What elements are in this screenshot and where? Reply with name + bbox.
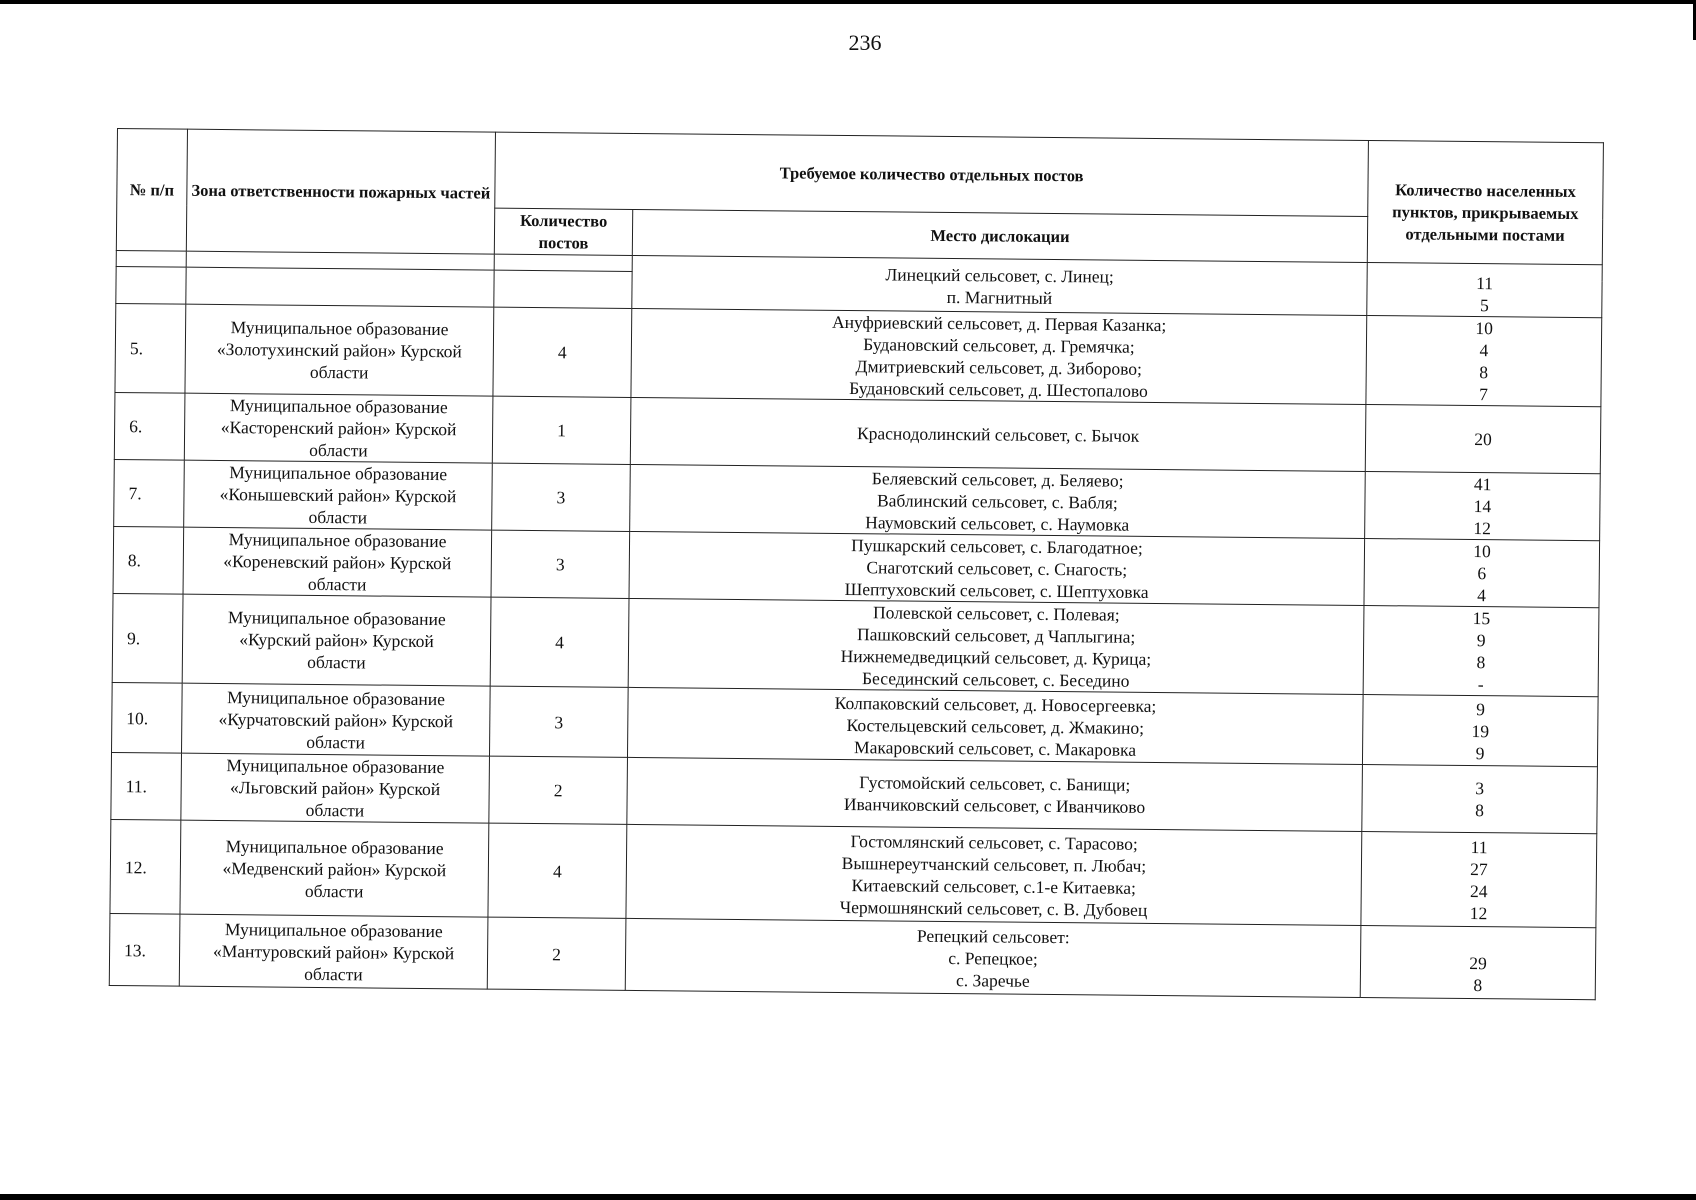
settlement-count: 12	[1473, 518, 1492, 539]
header-required-posts: Требуемое количество отдельных постов	[495, 132, 1369, 216]
location-line: Колпаковский сельсовет, д. Новосергеевка;	[834, 692, 1157, 716]
location-line: Ваблинский сельсовет, с. Вабля;	[876, 490, 1118, 513]
location-line: Будановский сельсовет, д. Гремячка;	[863, 334, 1135, 357]
posts-table	[109, 128, 1604, 1000]
settlements-cell	[1365, 405, 1601, 474]
table-row	[115, 303, 1602, 406]
settlement-count: 27	[1470, 858, 1488, 879]
location-cell	[627, 757, 1363, 831]
posts-count: 2	[489, 756, 628, 824]
scan-bottom-edge	[0, 1194, 1696, 1200]
zone-cell	[184, 460, 493, 530]
settlement-count: 12	[1469, 902, 1488, 923]
location-cell	[626, 824, 1362, 925]
row-number: 10.	[112, 682, 183, 753]
zone-cell	[184, 393, 493, 463]
spacer-cell	[186, 267, 494, 307]
settlement-count: 8	[1475, 800, 1485, 821]
row-number: 13.	[109, 913, 180, 986]
row-number: 9.	[112, 593, 183, 683]
location-line: Пашковский сельсовет, д Чаплыгина;	[856, 624, 1136, 647]
zone-line: Муниципальное образование	[229, 462, 448, 485]
settlement-count	[1365, 929, 1591, 953]
location-line: Репецкий сельсовет:	[916, 925, 1070, 947]
table-body	[109, 250, 1602, 999]
location-cell	[629, 531, 1365, 605]
header-zone: Зона ответственности пожарных частей	[186, 129, 495, 254]
settlement-count: 4	[1477, 585, 1487, 606]
zone-cell	[179, 914, 488, 989]
settlement-count: 4	[1479, 340, 1489, 361]
posts-count: 4	[493, 307, 632, 397]
zone-line: Муниципальное образование	[229, 395, 448, 418]
settlement-count: 7	[1479, 384, 1488, 405]
settlement-count: 8	[1479, 362, 1489, 383]
location-line: Наумовский сельсовет, с. Наумовка	[865, 512, 1130, 535]
zone-line: Муниципальное образование	[230, 317, 449, 340]
settlement-count: 5	[1479, 295, 1489, 316]
location-line: Пушкарский сельсовет, с. Благодатное;	[851, 535, 1143, 558]
row-number: 7.	[114, 459, 185, 527]
zone-line: области	[304, 963, 363, 984]
settlements-cell	[1363, 605, 1599, 696]
location-line: Китаевский сельсовет, с.1-е Китаевка;	[851, 874, 1137, 898]
zone-line: «Кореневский район» Курской	[223, 551, 452, 574]
zone-line: Муниципальное образование	[227, 686, 446, 709]
zone-cell	[180, 820, 489, 917]
zone-line: области	[307, 651, 366, 673]
zone-cell	[185, 304, 494, 396]
zone-line: Муниципальное образование	[228, 529, 447, 552]
settlement-count: 15	[1472, 608, 1491, 629]
zone-cell	[181, 753, 490, 823]
settlements-cell	[1362, 764, 1598, 833]
settlements-cell	[1360, 925, 1596, 999]
zone-line: «Мантуровский район» Курской	[212, 940, 455, 963]
location-line: с. Репецкое;	[948, 947, 1038, 969]
zone-line: «Золотухинский район» Курской	[216, 338, 462, 362]
zone-line: Муниципальное образование	[227, 607, 446, 630]
zone-cell	[182, 594, 491, 686]
location-cell	[630, 464, 1366, 538]
posts-count: 3	[489, 686, 628, 757]
location-line: Ануфриевский сельсовет, д. Первая Казанка;	[831, 311, 1167, 336]
zone-line: области	[308, 506, 368, 528]
settlement-count: 9	[1476, 630, 1486, 651]
continuation-locations	[632, 255, 1367, 315]
location-line: Макаровский сельсовет, с. Макаровка	[854, 736, 1137, 760]
settlement-count: 10	[1475, 318, 1494, 339]
location-line: Шептуховский сельсовет, с. Шептуховка	[844, 579, 1149, 602]
location-line: Густомойский сельсовет, с. Банищи;	[859, 772, 1131, 795]
location-line: п. Магнитный	[946, 286, 1053, 308]
settlement-count: 14	[1473, 496, 1492, 517]
header-settlements: Количество населенных пунктов, прикрываемых отдельными постами	[1367, 141, 1603, 265]
settlement-count: 9	[1475, 742, 1485, 763]
settlement-count: 41	[1473, 474, 1492, 495]
location-line: Будановский сельсовет, д. Шестопалово	[849, 378, 1148, 401]
page-number: 236	[848, 30, 882, 55]
table-row	[112, 593, 1599, 696]
table-row	[110, 819, 1597, 927]
row-number: 5.	[115, 303, 186, 393]
settlements-cell	[1361, 831, 1597, 927]
zone-cell	[182, 683, 491, 756]
zone-line: «Медвенский район» Курской	[222, 857, 447, 880]
settlement-count: -	[1477, 674, 1484, 695]
posts-count: 3	[492, 463, 631, 531]
settlement-count: 10	[1473, 541, 1491, 562]
settlement-count: 11	[1476, 273, 1494, 294]
zone-line: области	[305, 799, 365, 821]
spacer-cell	[116, 267, 186, 304]
settlements-cell	[1364, 538, 1600, 607]
location-line: Вышнереутчанский сельсовет, п. Любач;	[841, 852, 1147, 876]
posts-count: 1	[492, 396, 631, 464]
zone-cell	[183, 527, 492, 597]
zone-line: «Конышевский район» Курской	[219, 484, 457, 507]
location-line: Бесединский сельсовет, с. Беседино	[861, 668, 1130, 691]
spacer-cell	[494, 270, 632, 308]
settlement-count: 8	[1476, 652, 1486, 673]
location-line: с. Заречье	[955, 969, 1030, 991]
settlements-cell	[1366, 316, 1602, 407]
location-line: Беляевский сельсовет, д. Беляево;	[871, 468, 1124, 491]
header-location: Место дислокации	[632, 209, 1367, 262]
location-line: Полевской сельсовет, с. Полевая;	[873, 602, 1120, 625]
settlements-cell	[1362, 694, 1598, 766]
location-line: Костельцевский сельсовет, д. Жмакино;	[846, 714, 1145, 738]
zone-line: «Касторенский район» Курской	[220, 417, 457, 440]
row-number: 11.	[111, 752, 182, 820]
zone-line: «Курчатовский район» Курской	[218, 708, 454, 731]
settlement-count: 6	[1477, 563, 1487, 584]
location-line: Снаготский сельсовет, с. Снагость;	[866, 557, 1128, 580]
zone-line: Муниципальное образование	[225, 835, 444, 858]
location-line: Линецкий сельсовет, с. Линец;	[885, 264, 1114, 287]
settlement-count: 9	[1476, 698, 1485, 719]
settlement-count: 29	[1469, 952, 1487, 973]
posts-count: 3	[491, 530, 630, 598]
location-cell	[625, 918, 1361, 997]
settlements-cell	[1365, 471, 1601, 540]
location-cell	[628, 598, 1364, 694]
spacer-cell	[116, 250, 186, 267]
settlement-count: 24	[1469, 880, 1488, 901]
document-sheet	[109, 128, 1604, 1000]
location-cell	[630, 397, 1366, 471]
settlement-count: 8	[1473, 974, 1483, 995]
zone-line: Муниципальное образование	[224, 918, 443, 941]
location-line: Гостомлянский сельсовет, с. Тарасово;	[850, 830, 1138, 854]
continuation-settlements	[1367, 263, 1602, 318]
zone-line: Муниципальное образование	[226, 755, 445, 778]
row-number: 6.	[114, 392, 185, 460]
zone-line: области	[304, 880, 364, 901]
location-line: Иванчиковский сельсовет, с Иванчиково	[843, 794, 1146, 817]
posts-count: 2	[487, 917, 626, 990]
posts-count: 4	[488, 823, 627, 918]
settlement-count: 19	[1471, 720, 1490, 741]
location-cell	[631, 308, 1367, 404]
settlement-count: 3	[1475, 778, 1485, 799]
row-number: 12.	[110, 819, 181, 914]
zone-line: области	[307, 573, 367, 595]
zone-line: «Курский район» Курской	[239, 629, 434, 652]
spacer-cell	[494, 254, 632, 272]
settlement-count: 11	[1470, 836, 1488, 857]
table-header	[116, 129, 1603, 265]
zone-line: «Льговский район» Курской	[230, 777, 441, 800]
zone-line: области	[306, 731, 365, 752]
location-line: Краснодолинский сельсовет, с. Бычок	[856, 423, 1140, 446]
zone-line: области	[309, 439, 368, 461]
table-row	[109, 913, 1596, 999]
header-posts-count: Количество постов	[494, 208, 632, 255]
location-line: Чермошнянский сельсовет, с. В. Дубовец	[839, 896, 1148, 920]
row-number: 8.	[113, 526, 184, 594]
location-line: Дмитриевский сельсовет, д. Зиборово;	[855, 356, 1143, 379]
settlement-count: 20	[1474, 429, 1492, 450]
header-num: № п/п	[116, 129, 187, 252]
posts-count: 4	[490, 597, 629, 687]
zone-line: области	[309, 361, 369, 383]
location-cell	[627, 687, 1363, 764]
location-line: Нижнемедведицкий сельсовет, д. Курица;	[840, 645, 1152, 669]
scan-top-edge	[0, 0, 1696, 4]
